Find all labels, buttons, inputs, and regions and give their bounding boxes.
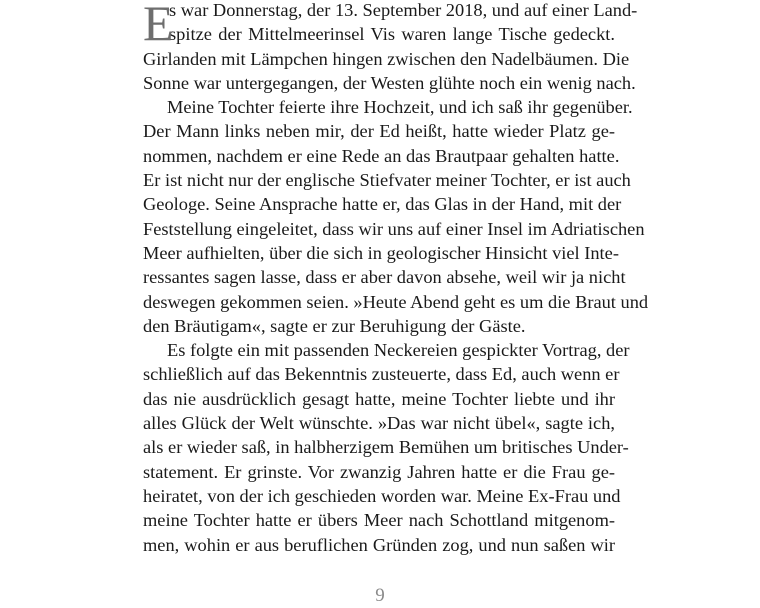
text-line: men, wohin er aus beruflichen Gründen zog, und nun saßen wir: [143, 534, 615, 555]
text-line: als er wieder saß, in halbherzigem Bemühen um britisches Under-: [143, 437, 629, 458]
text-line: Sonne war untergegangen, der Westen glühte noch ein wenig nach.: [143, 72, 636, 93]
text-line: das nie ausdrücklich gesagt hatte, meine Tochter liebte und ihr: [143, 388, 615, 409]
text-line: Meine Tochter feierte ihre Hochzeit, und ich saß ihr gegenüber.: [167, 97, 633, 118]
text-line: Girlanden mit Lämpchen hingen zwischen den Nadelbäumen. Die: [143, 48, 630, 69]
text-line: Geologe. Seine Ansprache hatte er, das Glas in der Hand, mit der: [143, 194, 622, 215]
text-line: den Bräutigam«, sagte er zur Beruhigung der Gäste.: [143, 315, 526, 336]
text-line: statement. Er grinste. Vor zwanzig Jahren hatte er die Frau ge-: [143, 461, 615, 482]
text-line: meine Tochter hatte er übers Meer nach Schottland mitgenom-: [143, 510, 615, 531]
text-line: s war Donnerstag, der 13. September 2018, und auf einer Land-: [169, 0, 638, 20]
text-line: heiratet, von der ich geschieden worden war. Meine Ex-Frau und: [143, 485, 621, 506]
text-line: alles Glück der Welt wünschte. »Das war nicht übel«, sagte ich,: [143, 413, 615, 434]
text-line: Er ist nicht nur der englische Stiefvater meiner Tochter, er ist auch: [143, 170, 631, 191]
text-line: nommen, nachdem er eine Rede an das Brautpaar gehalten hatte.: [143, 145, 620, 166]
text-line: Feststellung eingeleitet, dass wir uns auf einer Insel im Adriatischen: [143, 218, 645, 239]
text-line: Meer aufhielten, über die sich in geologischer Hinsicht viel Inte-: [143, 242, 619, 263]
text-line: spitze der Mittelmeerinsel Vis waren lange Tische gedeckt.: [169, 24, 615, 45]
text-line: Es folgte ein mit passenden Neckereien gespickter Vortrag, der: [167, 340, 630, 361]
text-line: deswegen gekommen seien. »Heute Abend geht es um die Braut und: [143, 291, 649, 312]
text-line: schließlich auf das Bekenntnis zusteuerte, dass Ed, auch wenn er: [143, 364, 620, 385]
body-text: [143, 0, 649, 557]
page-number: 9: [375, 585, 385, 606]
drop-cap: E: [143, 0, 174, 51]
text-line: ressantes sagen lasse, dass er aber davon absehe, weil wir ja nicht: [143, 267, 626, 288]
text-line: Der Mann links neben mir, der Ed heißt, hatte wieder Platz ge-: [143, 121, 615, 142]
